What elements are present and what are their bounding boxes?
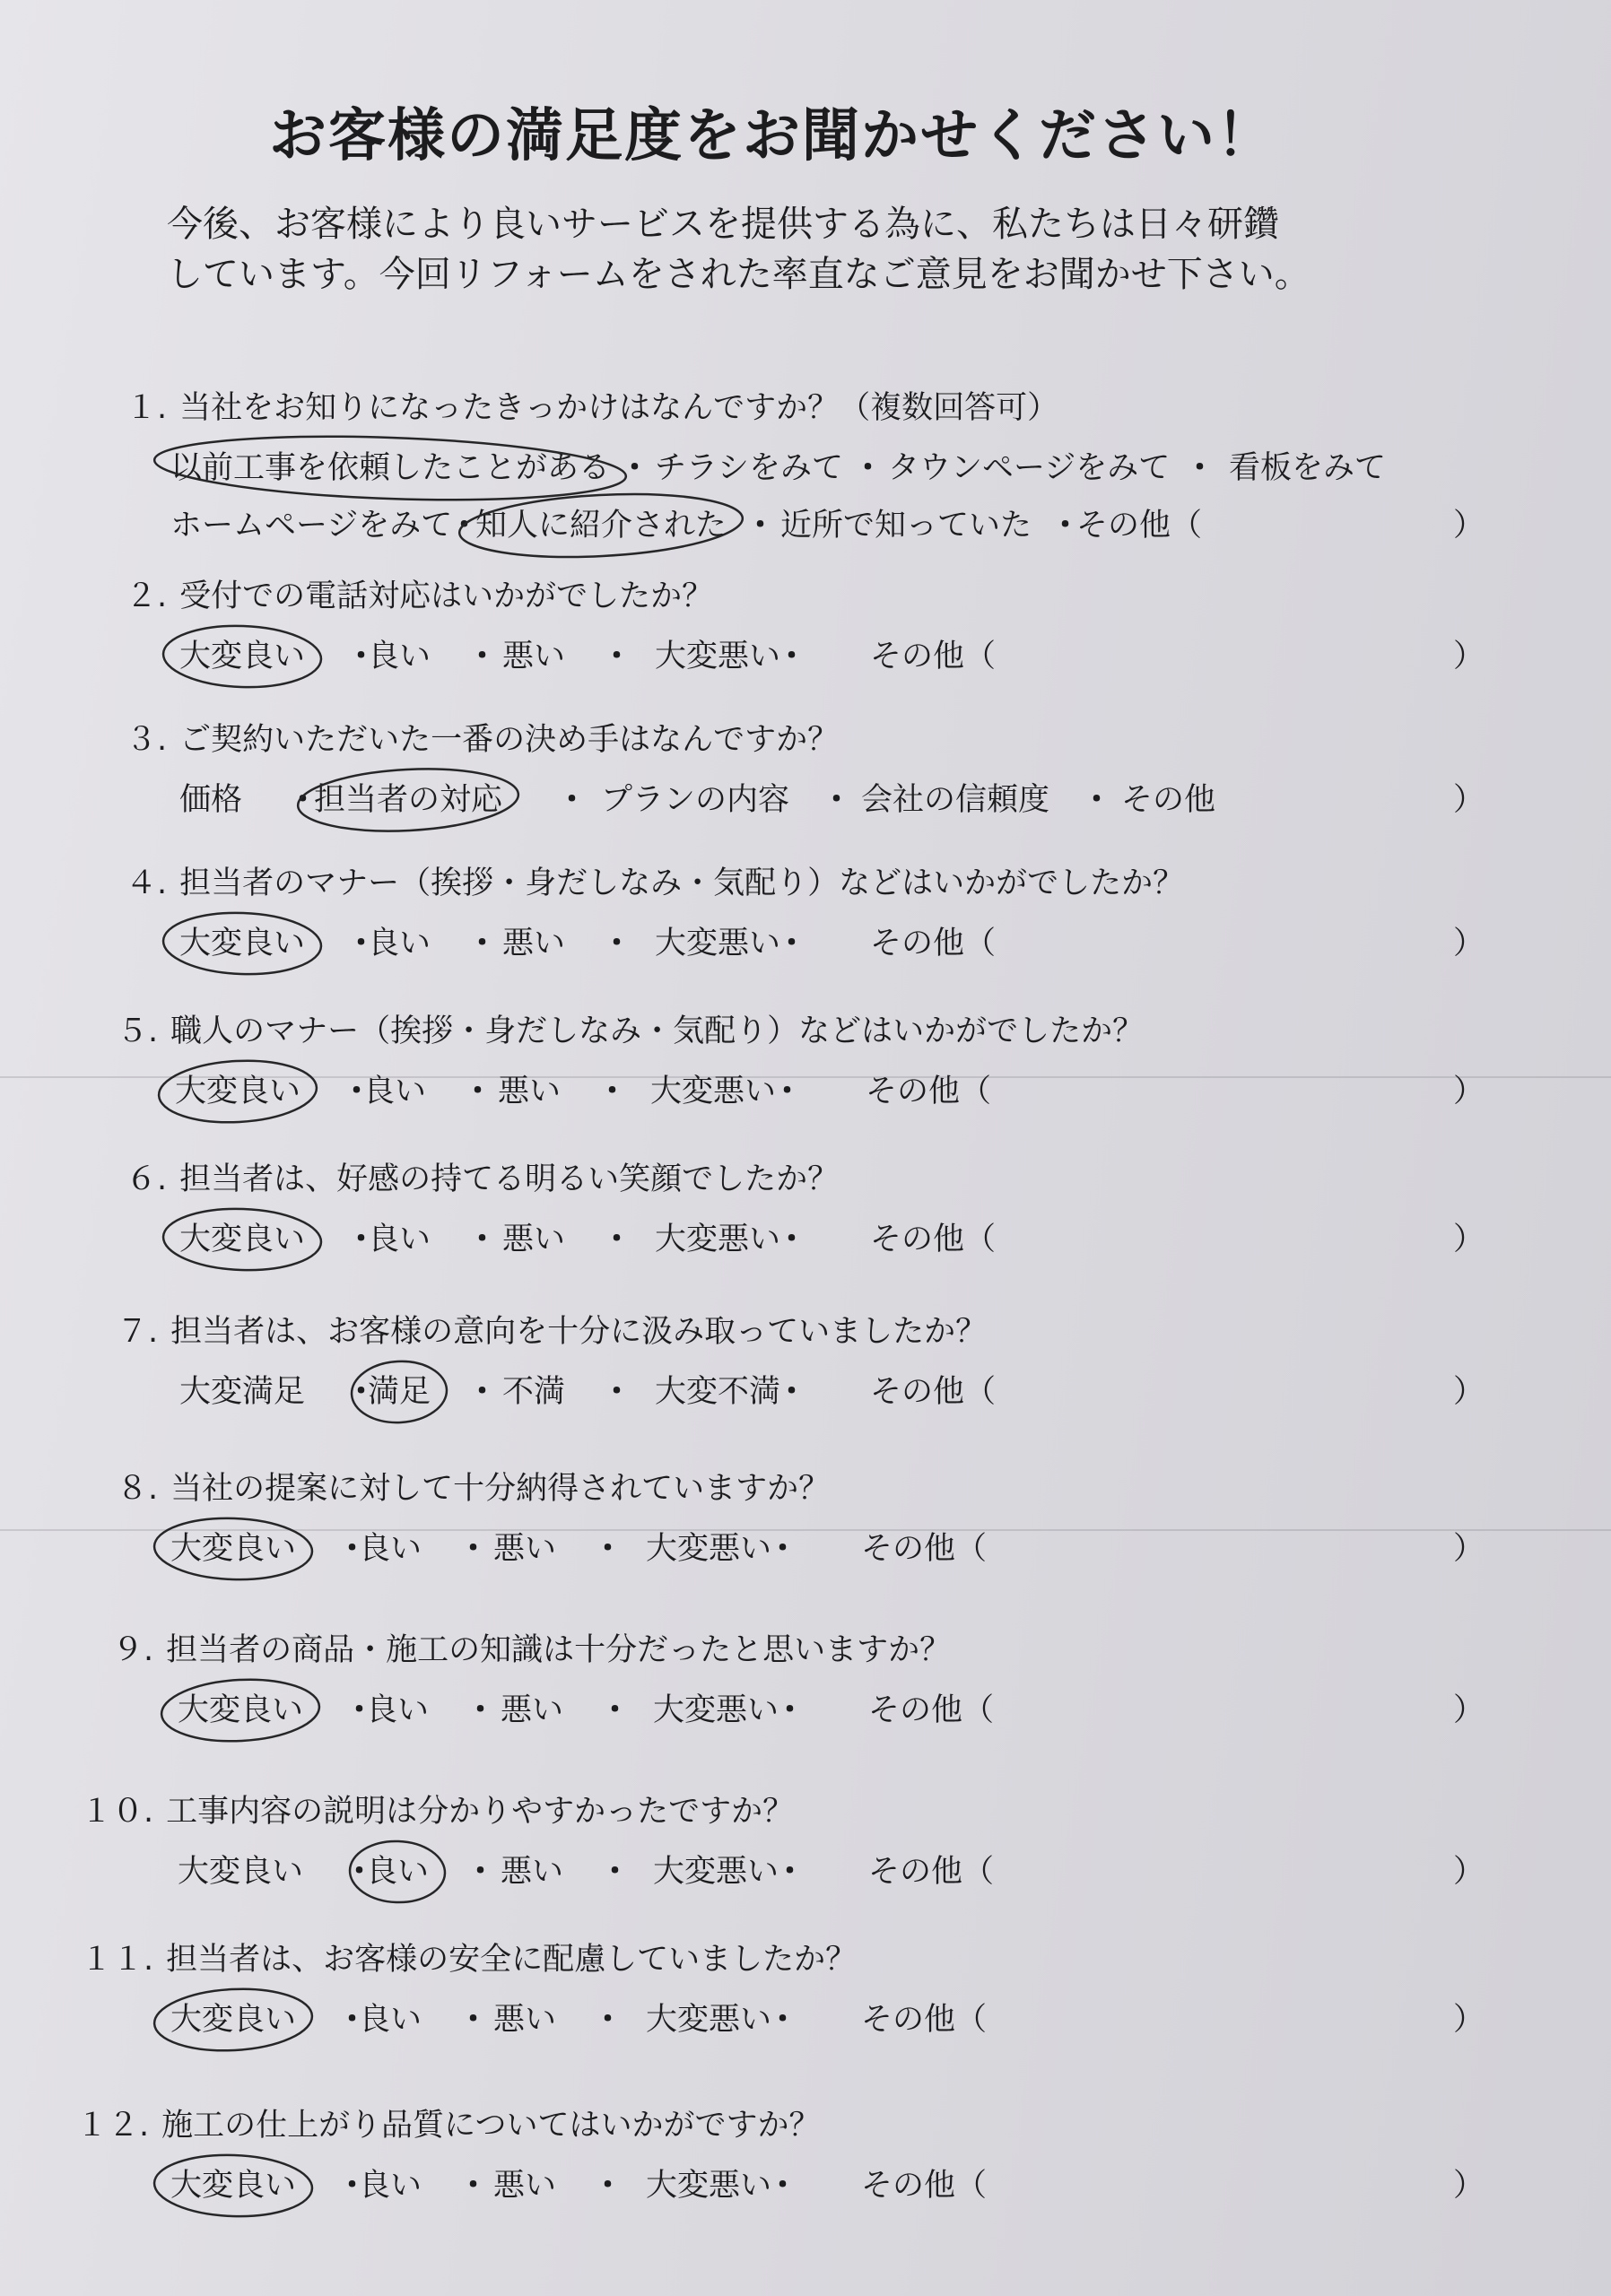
question-3 bbox=[126, 718, 1485, 827]
answer-option[interactable]: プランの内容 bbox=[601, 782, 790, 818]
question-text: 担当者は、お客様の安全に配慮していましたか？ bbox=[166, 1942, 858, 1978]
answer-option[interactable]: 知人に紹介された bbox=[475, 508, 727, 544]
option-separator: ・ bbox=[1081, 782, 1113, 818]
option-separator: ・ bbox=[601, 639, 633, 674]
answer-option[interactable]: 良い bbox=[363, 1074, 427, 1109]
option-separator: ・ bbox=[345, 1222, 378, 1257]
option-separator: ・ bbox=[767, 2168, 799, 2204]
answer-options-row bbox=[170, 1993, 1485, 2047]
question-number: ８. bbox=[117, 1471, 159, 1507]
answer-option[interactable]: 以前工事を依頼したことがある bbox=[170, 450, 611, 486]
answer-option[interactable]: 大変良い bbox=[170, 2002, 297, 2038]
answer-option[interactable]: 大変良い bbox=[170, 1531, 297, 1567]
question-text-line bbox=[126, 861, 1184, 906]
other-close-paren: ） bbox=[1453, 1692, 1485, 1728]
answer-option[interactable]: 大変満足 bbox=[179, 1374, 306, 1410]
other-close-paren: ） bbox=[1453, 1222, 1485, 1257]
question-text: 担当者は、お客様の意向を十分に汲み取っていましたか？ bbox=[170, 1314, 988, 1350]
option-separator: ・ bbox=[776, 639, 808, 674]
answer-option[interactable]: 良い bbox=[368, 926, 431, 961]
question-4 bbox=[126, 861, 1485, 970]
option-separator: ・ bbox=[1184, 450, 1216, 486]
answer-option[interactable]: 悪い bbox=[502, 1222, 566, 1257]
answer-option[interactable]: 大変悪い bbox=[655, 926, 781, 961]
answer-option[interactable]: その他 bbox=[1121, 782, 1216, 818]
answer-options-row bbox=[170, 2159, 1485, 2213]
option-separator: ・ bbox=[776, 926, 808, 961]
answer-option[interactable]: ホームページをみて bbox=[170, 508, 453, 544]
option-separator: ・ bbox=[599, 1854, 631, 1890]
question-number: ５. bbox=[117, 1013, 159, 1049]
intro-line-2: しています。今回リフォームをされた率直なご意見をお聞かせ下さい。 bbox=[167, 254, 1311, 295]
answer-option[interactable]: 良い bbox=[359, 1531, 422, 1567]
answer-option[interactable]: その他（ bbox=[870, 926, 997, 961]
other-close-paren: ） bbox=[1453, 1374, 1485, 1410]
question-9 bbox=[112, 1628, 1485, 1737]
answer-options-row bbox=[179, 630, 1485, 683]
option-separator: ・ bbox=[852, 450, 884, 486]
answer-option[interactable]: 会社の信頼度 bbox=[861, 782, 1050, 818]
question-text-line bbox=[112, 1628, 951, 1673]
question-text: 受付での電話対応はいかがでしたか？ bbox=[179, 578, 714, 614]
question-10 bbox=[81, 1789, 1485, 1899]
option-separator: ・ bbox=[341, 1074, 373, 1109]
answer-option[interactable]: その他（ bbox=[870, 1222, 997, 1257]
other-close-paren: ） bbox=[1453, 926, 1485, 961]
other-close-paren: ） bbox=[1453, 1074, 1485, 1109]
option-separator: ・ bbox=[466, 926, 499, 961]
answer-option[interactable]: チラシをみて bbox=[655, 450, 844, 486]
answer-option[interactable]: 近所で知っていた bbox=[780, 508, 1032, 544]
option-separator: ・ bbox=[745, 508, 777, 544]
option-separator: ・ bbox=[821, 782, 853, 818]
question-text-line bbox=[126, 574, 713, 619]
option-separator: ・ bbox=[601, 1222, 633, 1257]
answer-option[interactable]: 悪い bbox=[502, 926, 566, 961]
answer-options-row bbox=[178, 1845, 1485, 1899]
answer-option[interactable]: 大変悪い bbox=[650, 1074, 777, 1109]
option-separator: ・ bbox=[345, 639, 378, 674]
question-number: １１. bbox=[81, 1942, 154, 1978]
question-7 bbox=[117, 1309, 1485, 1419]
option-separator: ・ bbox=[462, 1074, 494, 1109]
other-close-paren: ） bbox=[1453, 1854, 1485, 1890]
answer-option[interactable]: 大変良い bbox=[178, 1854, 304, 1890]
answer-option[interactable]: 大変悪い bbox=[655, 1222, 781, 1257]
intro-line-1: 今後、お客様により良いサービスを提供する為に、私たちは日々研鑽 bbox=[167, 204, 1279, 245]
question-6 bbox=[126, 1157, 1485, 1266]
answer-option[interactable]: 悪い bbox=[493, 1531, 557, 1567]
option-separator: ・ bbox=[767, 2002, 799, 2038]
answer-option[interactable]: 大変良い bbox=[175, 1074, 301, 1109]
answer-option[interactable]: 良い bbox=[368, 1222, 431, 1257]
option-separator: ・ bbox=[1049, 508, 1082, 544]
other-close-paren: ） bbox=[1453, 639, 1485, 674]
answer-option[interactable]: その他（ bbox=[861, 2002, 988, 2038]
option-separator: ・ bbox=[592, 2168, 624, 2204]
answer-option[interactable]: 大変良い bbox=[179, 639, 306, 674]
question-text-line bbox=[117, 1009, 1144, 1054]
option-separator: ・ bbox=[774, 1692, 806, 1728]
option-separator: ・ bbox=[457, 1531, 490, 1567]
answer-options-row bbox=[178, 1683, 1485, 1737]
question-text-line bbox=[126, 386, 1058, 430]
question-text-line bbox=[117, 1466, 830, 1511]
option-separator: ・ bbox=[465, 1692, 497, 1728]
answer-option[interactable]: 担当者の対応 bbox=[314, 782, 503, 818]
survey-title: お客様の満足度をお聞かせください！ bbox=[269, 103, 1276, 170]
option-separator: ・ bbox=[448, 508, 481, 544]
question-text: 当社の提案に対して十分納得されていますか？ bbox=[170, 1471, 831, 1507]
question-number: ３. bbox=[126, 722, 168, 758]
answer-option[interactable]: 満足 bbox=[368, 1374, 431, 1410]
question-11 bbox=[81, 1937, 1485, 2047]
answer-options-row bbox=[170, 1522, 1485, 1576]
option-separator: ・ bbox=[457, 2168, 490, 2204]
answer-option[interactable]: 良い bbox=[366, 1692, 430, 1728]
answer-option[interactable]: 大変悪い bbox=[653, 1854, 779, 1890]
question-12 bbox=[76, 2103, 1485, 2213]
option-separator: ・ bbox=[466, 1222, 499, 1257]
answer-option[interactable]: 悪い bbox=[502, 639, 566, 674]
answer-option[interactable]: 悪い bbox=[501, 1692, 564, 1728]
option-separator: ・ bbox=[287, 782, 319, 818]
question-number: ２. bbox=[126, 578, 168, 614]
answer-option[interactable]: 大変良い bbox=[170, 2168, 297, 2204]
answer-option[interactable]: その他（ bbox=[866, 1074, 992, 1109]
answer-options-row bbox=[179, 773, 1485, 827]
option-separator: ・ bbox=[466, 639, 499, 674]
answer-option[interactable]: 良い bbox=[359, 2002, 422, 2038]
question-number: ４. bbox=[126, 865, 168, 901]
answer-option[interactable]: 悪い bbox=[498, 1074, 562, 1109]
option-separator: ・ bbox=[336, 2002, 369, 2038]
answer-options-row bbox=[179, 917, 1485, 970]
answer-option[interactable]: その他（ bbox=[861, 2168, 988, 2204]
answer-option[interactable]: その他（ bbox=[868, 1692, 995, 1728]
option-separator: ・ bbox=[556, 782, 588, 818]
question-text-line bbox=[81, 1937, 857, 1982]
answer-option[interactable]: 大変悪い bbox=[646, 2168, 772, 2204]
option-separator: ・ bbox=[336, 2168, 369, 2204]
option-separator: ・ bbox=[767, 1531, 799, 1567]
option-separator: ・ bbox=[774, 1854, 806, 1890]
question-text-line bbox=[126, 1157, 839, 1202]
answer-option[interactable]: 悪い bbox=[493, 2002, 557, 2038]
answer-option[interactable]: 大変悪い bbox=[655, 639, 781, 674]
answer-option[interactable]: 大変悪い bbox=[646, 2002, 772, 2038]
answer-option[interactable]: その他（ bbox=[861, 1531, 988, 1567]
question-number: １２. bbox=[76, 2108, 150, 2144]
answer-option[interactable]: 看板をみて bbox=[1229, 450, 1387, 486]
option-separator: ・ bbox=[601, 926, 633, 961]
question-text: 施工の仕上がり品質についてはいかがですか？ bbox=[161, 2108, 821, 2144]
question-number: １. bbox=[126, 390, 168, 426]
answer-option[interactable]: 大変良い bbox=[179, 926, 306, 961]
question-text: 担当者の商品・施工の知識は十分だったと思いますか？ bbox=[166, 1632, 952, 1668]
option-separator: ・ bbox=[776, 1374, 808, 1410]
option-separator: ・ bbox=[336, 1531, 369, 1567]
answer-option[interactable]: 大変良い bbox=[178, 1692, 304, 1728]
other-close-paren: ） bbox=[1453, 508, 1485, 544]
answer-option[interactable]: その他（ bbox=[868, 1854, 995, 1890]
option-separator: ・ bbox=[601, 1374, 633, 1410]
answer-option[interactable]: その他（ bbox=[1076, 508, 1203, 544]
option-separator: ・ bbox=[466, 1374, 499, 1410]
option-separator: ・ bbox=[344, 1854, 376, 1890]
question-text-line bbox=[81, 1789, 794, 1834]
answer-option[interactable]: 不満 bbox=[502, 1374, 566, 1410]
answer-options-row bbox=[170, 499, 1485, 552]
answer-option[interactable]: 良い bbox=[366, 1854, 430, 1890]
option-separator: ・ bbox=[592, 1531, 624, 1567]
answer-options-row bbox=[170, 441, 1387, 495]
question-8 bbox=[117, 1466, 1485, 1576]
answer-option[interactable]: その他（ bbox=[870, 639, 997, 674]
question-number: ９. bbox=[112, 1632, 154, 1668]
option-separator: ・ bbox=[619, 450, 651, 486]
question-5 bbox=[117, 1009, 1485, 1118]
option-separator: ・ bbox=[597, 1074, 629, 1109]
answer-option[interactable]: 大変良い bbox=[179, 1222, 306, 1257]
answer-option[interactable]: 悪い bbox=[501, 1854, 564, 1890]
answer-option[interactable]: 大変悪い bbox=[653, 1692, 779, 1728]
option-separator: ・ bbox=[599, 1692, 631, 1728]
question-text-line bbox=[126, 718, 839, 762]
question-text: 工事内容の説明は分かりやすかったですか？ bbox=[166, 1794, 795, 1830]
question-text-line bbox=[117, 1309, 987, 1354]
answer-option[interactable]: 価格 bbox=[179, 782, 243, 818]
answer-option[interactable]: タウンページをみて bbox=[888, 450, 1171, 486]
option-separator: ・ bbox=[771, 1074, 804, 1109]
question-text: ご契約いただいた一番の決め手はなんですか？ bbox=[179, 722, 840, 758]
answer-options-row bbox=[175, 1065, 1485, 1118]
question-text-line bbox=[76, 2103, 820, 2148]
other-close-paren: ） bbox=[1453, 1531, 1485, 1567]
answer-option[interactable]: 良い bbox=[359, 2168, 422, 2204]
option-separator: ・ bbox=[465, 1854, 497, 1890]
question-number: ６. bbox=[126, 1161, 168, 1197]
question-text: 職人のマナー（挨拶・身だしなみ・気配り）などはいかがでしたか？ bbox=[170, 1013, 1145, 1049]
answer-option[interactable]: 大変悪い bbox=[646, 1531, 772, 1567]
question-text: 担当者は、好感の持てる明るい笑顔でしたか？ bbox=[179, 1161, 840, 1197]
question-1 bbox=[126, 386, 1485, 552]
option-separator: ・ bbox=[345, 1374, 378, 1410]
question-number: １０. bbox=[81, 1794, 154, 1830]
other-close-paren: ） bbox=[1453, 782, 1485, 818]
other-close-paren: ） bbox=[1453, 2002, 1485, 2038]
answer-option[interactable]: 良い bbox=[368, 639, 431, 674]
answer-options-row bbox=[179, 1213, 1485, 1266]
answer-option[interactable]: 悪い bbox=[493, 2168, 557, 2204]
other-close-paren: ） bbox=[1453, 2168, 1485, 2204]
answer-option[interactable]: その他（ bbox=[870, 1374, 997, 1410]
option-separator: ・ bbox=[776, 1222, 808, 1257]
question-text: 当社をお知りになったきっかけはなんですか？（複数回答可） bbox=[179, 390, 1059, 426]
answer-option[interactable]: 大変不満 bbox=[655, 1374, 781, 1410]
option-separator: ・ bbox=[344, 1692, 376, 1728]
answer-options-row bbox=[179, 1365, 1485, 1419]
question-2 bbox=[126, 574, 1485, 683]
question-number: ７. bbox=[117, 1314, 159, 1350]
option-separator: ・ bbox=[345, 926, 378, 961]
option-separator: ・ bbox=[592, 2002, 624, 2038]
option-separator: ・ bbox=[457, 2002, 490, 2038]
question-text: 担当者のマナー（挨拶・身だしなみ・気配り）などはいかがでしたか？ bbox=[179, 865, 1185, 901]
